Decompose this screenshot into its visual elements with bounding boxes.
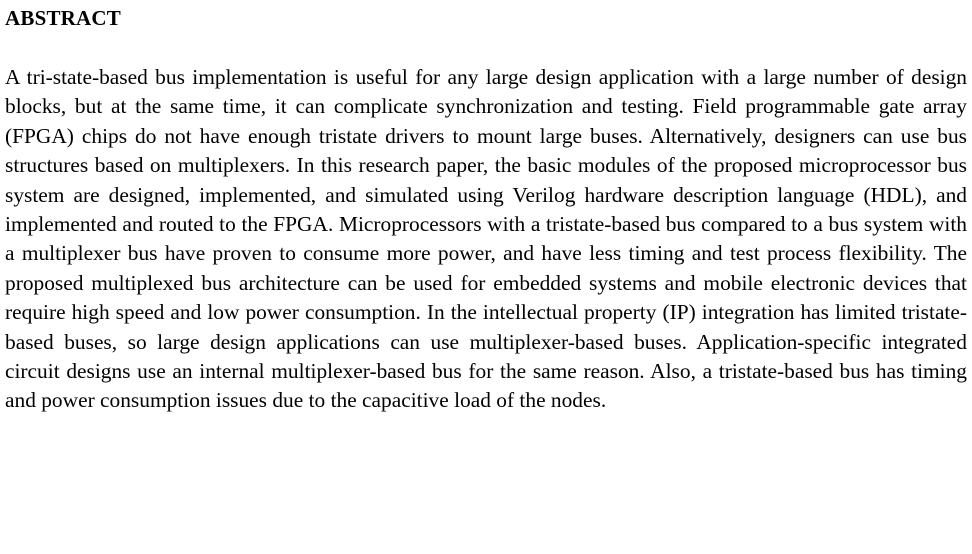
abstract-section xyxy=(5,0,967,416)
abstract-heading: ABSTRACT xyxy=(5,6,121,30)
abstract-paragraph: A tri-state-based bus implementation is useful for any large design application with a large number of design blocks, but at the same time, it can complicate synchronization and testing. Field programmable gate array (FPGA) chips do not have enough tristate drivers to mount large buses. Alternatively, designers can use bus structures based on multiplexers. In this research paper, the basic modules of the proposed microprocessor bus system are designed, implemented, and simulated using Verilog hardware description language (HDL), and implemented and routed to the FPGA. Microprocessors with a tristate-based bus compared to a bus system with a multiplexer bus have proven to consume more power, and have less timing and test process flexibility. The proposed multiplexed bus architecture can be used for embedded systems and mobile electronic devices that require high speed and low power consumption. In the intellectual property (IP) integration has limited tristate-based buses, so large design applications can use multiplexer-based buses. Application-specific integrated circuit designs use an internal multiplexer-based bus for the same reason. Also, a tristate-based bus has timing and power consumption issues due to the capacitive load of the nodes. xyxy=(5,65,967,413)
